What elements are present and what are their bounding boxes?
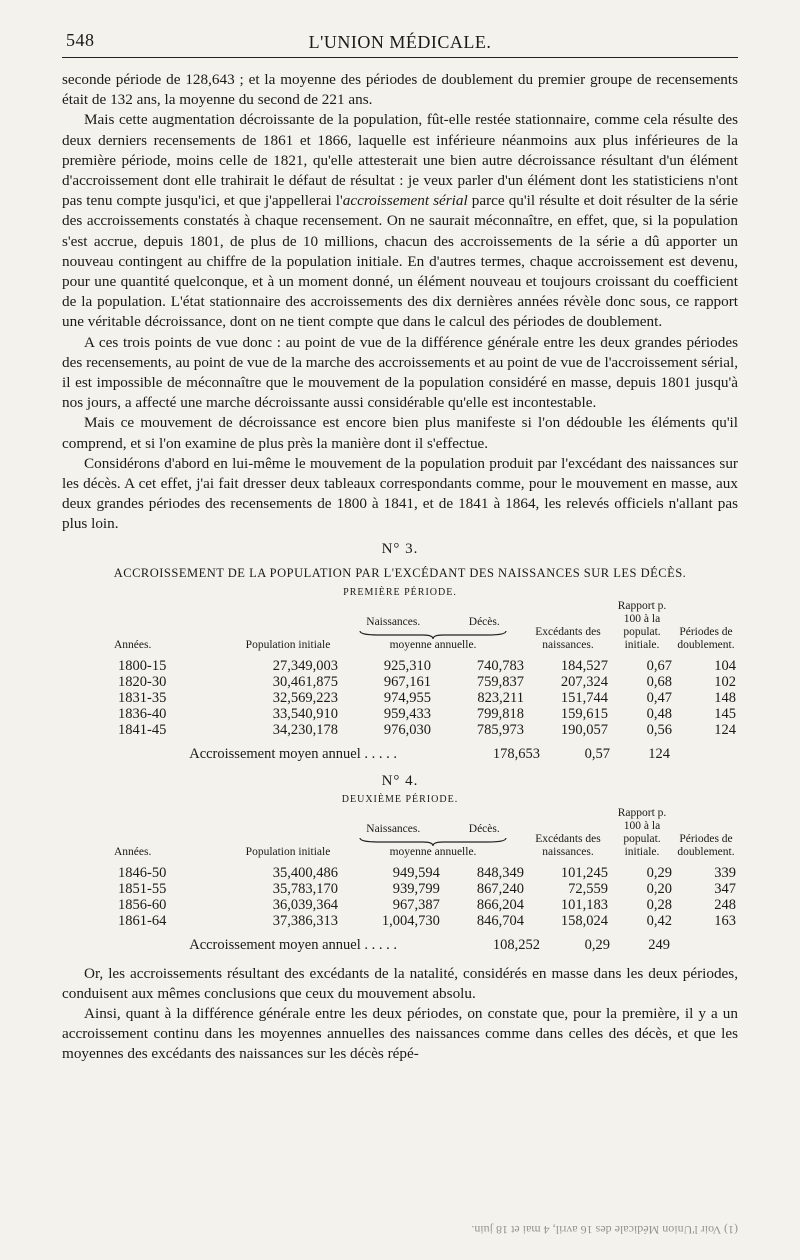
cell-ratio: 0,68 (646, 673, 672, 690)
cell-excess: 184,527 (560, 657, 608, 674)
cell-excess: 158,024 (560, 912, 608, 929)
cell-excess: 190,057 (560, 721, 608, 738)
cell-ratio: 0,67 (646, 657, 672, 674)
running-title: L'UNION MÉDICALE. (308, 32, 492, 52)
data-table (62, 600, 738, 738)
average-excess: 108,252 (492, 936, 540, 953)
cell-year: 1841-45 (118, 721, 167, 738)
cell-population: 36,039,364 (272, 896, 338, 913)
cell-ratio: 0,48 (646, 705, 672, 722)
cell-births: 959,433 (383, 705, 431, 722)
cell-excess: 101,183 (560, 896, 608, 913)
average-ratio: 0,29 (584, 936, 610, 953)
cell-year: 1820-30 (118, 673, 167, 690)
paragraph: seconde période de 128,643 ; et la moyenne des périodes de doublement du premier groupe de recensements était de 132 ans, la moyenne du second de 221 ans. (62, 71, 738, 109)
period-heading: PREMIÈRE PÉRIODE. (343, 586, 457, 598)
bleed-through-footnote: (1) Voir l'Union Médicale des 16 avril, 4 mai et 18 juin. (471, 1223, 738, 1237)
col-header-excess: Excédants des naissances. (535, 832, 601, 858)
cell-deaths: 740,783 (476, 657, 524, 674)
table-number: N° 4. (381, 772, 419, 789)
cell-doubling: 148 (714, 689, 736, 706)
cell-deaths: 785,973 (476, 721, 524, 738)
cell-births: 949,594 (392, 864, 440, 881)
paragraph: Considérons d'abord en lui-même le mouvement de la population produit par l'excédant des naissances sur les décès. A cet effet, j'ai fait dresser deux tableaux correspondants comme, pour le mouvement en masse, aux deux grandes périodes des recensements de 1800 à 1841, et de 1841 à 1864, les relevés officiels n'allant pas plus loin. (62, 454, 738, 533)
cell-births: 1,004,730 (381, 912, 440, 929)
paragraph: Or, les accroissements résultant des excédants de la natalité, considérés en masse dans les deux périodes, conduisent aux mêmes conclusions que ceux du mouvement absolu. (62, 964, 738, 1002)
cell-births: 939,799 (392, 880, 440, 897)
paragraph-text: Mais cette augmentation décroissante de la population, fût-elle restée stationnaire, comme cela résulte des deux derniers recensements de 1861 et 1866, laquelle est inférieure néanmoins aux plus inférieures de la première période, moins celle de 1821, qu'elle attesterait une bien autre décroissance résultant d'un élément d'accroissement dont elle trahirait le défaut de résultat : je veux parler d'un élément dont les statisticiens n'ont pas tenu compte jusqu'ici, et que j'appellerai l' (62, 111, 738, 210)
cell-doubling: 124 (714, 721, 736, 738)
table-row (62, 865, 738, 881)
cell-year: 1836-40 (118, 705, 167, 722)
col-header-deaths: Décès. (468, 822, 500, 835)
cell-excess: 151,744 (560, 689, 608, 706)
average-ratio: 0,57 (584, 745, 610, 762)
col-header-deaths: Décès. (468, 615, 500, 628)
col-header-doubling: Périodes de doublement. (677, 625, 735, 651)
data-table (62, 807, 738, 929)
cell-births: 967,161 (383, 673, 431, 690)
col-header-years: Années. (114, 845, 152, 858)
table-row (62, 706, 738, 722)
cell-year: 1846-50 (118, 864, 167, 881)
paragraph (62, 110, 738, 332)
cell-year: 1831-35 (118, 689, 167, 706)
page-number: 548 (66, 30, 95, 50)
cell-births: 974,955 (383, 689, 431, 706)
col-header-ratio: Rapport p. 100 à la populat. initiale. (617, 806, 667, 858)
col-header-births: Naissances. (366, 615, 421, 628)
cell-ratio: 0,56 (646, 721, 672, 738)
paragraph: A ces trois points de vue donc : au point de vue de la différence générale entre les deux grandes périodes des recensements, au point de vue de la marche des accroissements et au point de vue de l'accroissement sérial, il est impossible de méconnaître que le mouvement de la population considéré en masse, depuis 1801 jusqu'à nos jours, a affecté une marche décroissante aussi considérable qu'elle est incontestable. (62, 333, 738, 412)
cell-deaths: 846,704 (476, 912, 524, 929)
cell-population: 33,540,910 (272, 705, 338, 722)
paragraph-text: parce qu'il résulte et doit résulter de la série des accroissements constatés à chaque recensement. On ne saurait méconnaître, en effet, que, si la population s'est accrue, depuis 1801, de plus de 10 millions, chacun des accroissements de la série a dû apporter un nouveau contingent au chiffre de la population initiale. En d'autres termes, chaque accroissement est devenu, pour une quantité quelconque, et à un moment donné, un élément nouveau et toujours croissant du coefficient de la population. L'état stationnaire des accroissements des dix dernières années révèle donc sous, ce rapport une véritable décroissance, dont on ne tient compte que dans le calcul des périodes de doublement. (62, 192, 738, 331)
cell-ratio: 0,29 (646, 864, 672, 881)
table-row (62, 881, 738, 897)
col-header-excess: Excédants des naissances. (535, 625, 601, 651)
cell-year: 1800-15 (118, 657, 167, 674)
cell-deaths: 799,818 (476, 705, 524, 722)
cell-doubling: 163 (714, 912, 736, 929)
cell-doubling: 347 (714, 880, 736, 897)
col-header-ratio: Rapport p. 100 à la populat. initiale. (617, 599, 667, 651)
cell-doubling: 145 (714, 705, 736, 722)
average-doubling: 124 (648, 745, 670, 762)
cell-births: 967,387 (392, 896, 440, 913)
cell-deaths: 867,240 (476, 880, 524, 897)
average-doubling: 249 (648, 936, 670, 953)
cell-deaths: 759,837 (476, 673, 524, 690)
col-header-avg: moyenne annuelle. (389, 638, 477, 651)
col-header-avg: moyenne annuelle. (389, 845, 477, 858)
paragraph: Ainsi, quant à la différence générale entre les deux périodes, on constate que, pour la première, il y a un accroissement continu dans les moyennes annuelles des naissances comme dans celles des décès, et que les moyennes des excédants des naissances sur les décès répé- (62, 1005, 738, 1063)
cell-population: 35,783,170 (272, 880, 338, 897)
col-header-births-deaths (340, 807, 526, 865)
cell-doubling: 104 (714, 657, 736, 674)
table-row (62, 690, 738, 706)
table-number: N° 3. (381, 540, 419, 557)
cell-excess: 159,615 (560, 705, 608, 722)
cell-year: 1851-55 (118, 880, 167, 897)
body-text-closing (62, 964, 738, 1065)
cell-year: 1856-60 (118, 896, 167, 913)
italic-term: accroissement sérial (342, 192, 468, 210)
cell-deaths: 848,349 (476, 864, 524, 881)
cell-ratio: 0,47 (646, 689, 672, 706)
cell-population: 30,461,875 (272, 673, 338, 690)
cell-doubling: 248 (714, 896, 736, 913)
table-row (62, 658, 738, 674)
table-row (62, 913, 738, 929)
table-row (62, 674, 738, 690)
average-label: Accroissement moyen annuel . . . . . (189, 936, 397, 953)
cell-ratio: 0,42 (646, 912, 672, 929)
col-header-population: Population initiale (245, 845, 331, 858)
col-header-years: Années. (114, 638, 152, 651)
cell-year: 1861-64 (118, 912, 167, 929)
cell-population: 27,349,003 (272, 657, 338, 674)
brace-icon (358, 836, 508, 846)
cell-excess: 207,324 (560, 673, 608, 690)
col-header-doubling: Périodes de doublement. (677, 832, 735, 858)
cell-doubling: 102 (714, 673, 736, 690)
table-row (62, 722, 738, 738)
col-header-births: Naissances. (366, 822, 421, 835)
cell-doubling: 339 (714, 864, 736, 881)
cell-deaths: 823,211 (477, 689, 524, 706)
cell-population: 34,230,178 (272, 721, 338, 738)
cell-population: 37,386,313 (272, 912, 338, 929)
average-row (62, 937, 738, 954)
period-heading: DEUXIÈME PÉRIODE. (341, 793, 459, 805)
cell-excess: 101,245 (560, 864, 608, 881)
cell-population: 35,400,486 (272, 864, 338, 881)
average-row (62, 746, 738, 763)
cell-population: 32,569,223 (272, 689, 338, 706)
average-excess: 178,653 (492, 745, 540, 762)
col-header-births-deaths (340, 600, 526, 658)
cell-excess: 72,559 (568, 880, 608, 897)
cell-births: 925,310 (383, 657, 431, 674)
average-label: Accroissement moyen annuel . . . . . (189, 745, 397, 762)
body-text (62, 70, 738, 535)
paragraph: Mais ce mouvement de décroissance est encore bien plus manifeste si l'on dédouble les éléments qu'il comprend, et si l'on examine de plus près la manière dont il s'effectue. (62, 414, 738, 452)
table-row (62, 897, 738, 913)
running-header (62, 30, 738, 58)
brace-icon (358, 629, 508, 639)
cell-ratio: 0,20 (646, 880, 672, 897)
cell-deaths: 866,204 (476, 896, 524, 913)
cell-ratio: 0,28 (646, 896, 672, 913)
col-header-population: Population initiale (245, 638, 331, 651)
cell-births: 976,030 (383, 721, 431, 738)
table-caption: ACCROISSEMENT DE LA POPULATION PAR L'EXCÉDANT DES NAISSANCES SUR LES DÉCÈS. (113, 565, 687, 580)
